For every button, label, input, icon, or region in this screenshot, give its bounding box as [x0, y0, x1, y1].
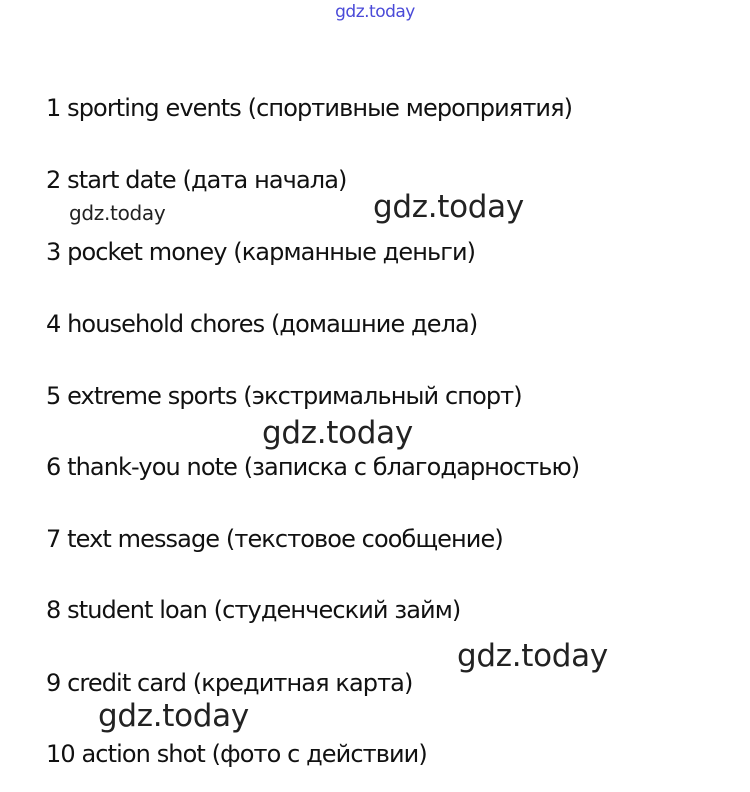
- list-item: [46, 595, 460, 625]
- item-number: 10: [46, 740, 75, 768]
- item-number: 9: [46, 669, 61, 697]
- item-text: household chores (домашние дела): [67, 310, 478, 338]
- list-item: [46, 739, 427, 769]
- item-number: 7: [46, 525, 61, 553]
- item-text: credit card (кредитная карта): [67, 669, 413, 697]
- watermark: gdz.today: [69, 201, 166, 225]
- watermark-top: gdz.today: [335, 2, 415, 22]
- item-number: 3: [46, 238, 61, 266]
- list-item: [46, 165, 346, 195]
- list-item: [46, 668, 412, 698]
- list-item: [46, 309, 477, 339]
- item-number: 6: [46, 453, 61, 481]
- item-text: sporting events (спортивные мероприятия): [67, 94, 573, 122]
- vocabulary-list: [46, 0, 746, 792]
- item-text: thank-you note (записка с благодарностью): [67, 453, 580, 481]
- watermark: gdz.today: [98, 698, 249, 734]
- list-item: [46, 93, 572, 123]
- item-number: 8: [46, 596, 61, 624]
- item-text: action shot (фото с действии): [81, 740, 427, 768]
- list-item: [46, 452, 579, 482]
- item-text: pocket money (карманные деньги): [67, 238, 476, 266]
- list-item: [46, 381, 522, 411]
- item-number: 5: [46, 382, 61, 410]
- item-number: 1: [46, 94, 61, 122]
- item-text: student loan (студенческий займ): [67, 596, 461, 624]
- item-text: extreme sports (экстримальный спорт): [67, 382, 522, 410]
- item-number: 4: [46, 310, 61, 338]
- item-number: 2: [46, 166, 61, 194]
- watermark: gdz.today: [262, 415, 413, 451]
- list-item: [46, 237, 475, 267]
- item-text: text message (текстовое сообщение): [67, 525, 503, 553]
- watermark: gdz.today: [373, 189, 524, 225]
- item-text: start date (дата начала): [67, 166, 347, 194]
- watermark: gdz.today: [457, 638, 608, 674]
- list-item: [46, 524, 503, 554]
